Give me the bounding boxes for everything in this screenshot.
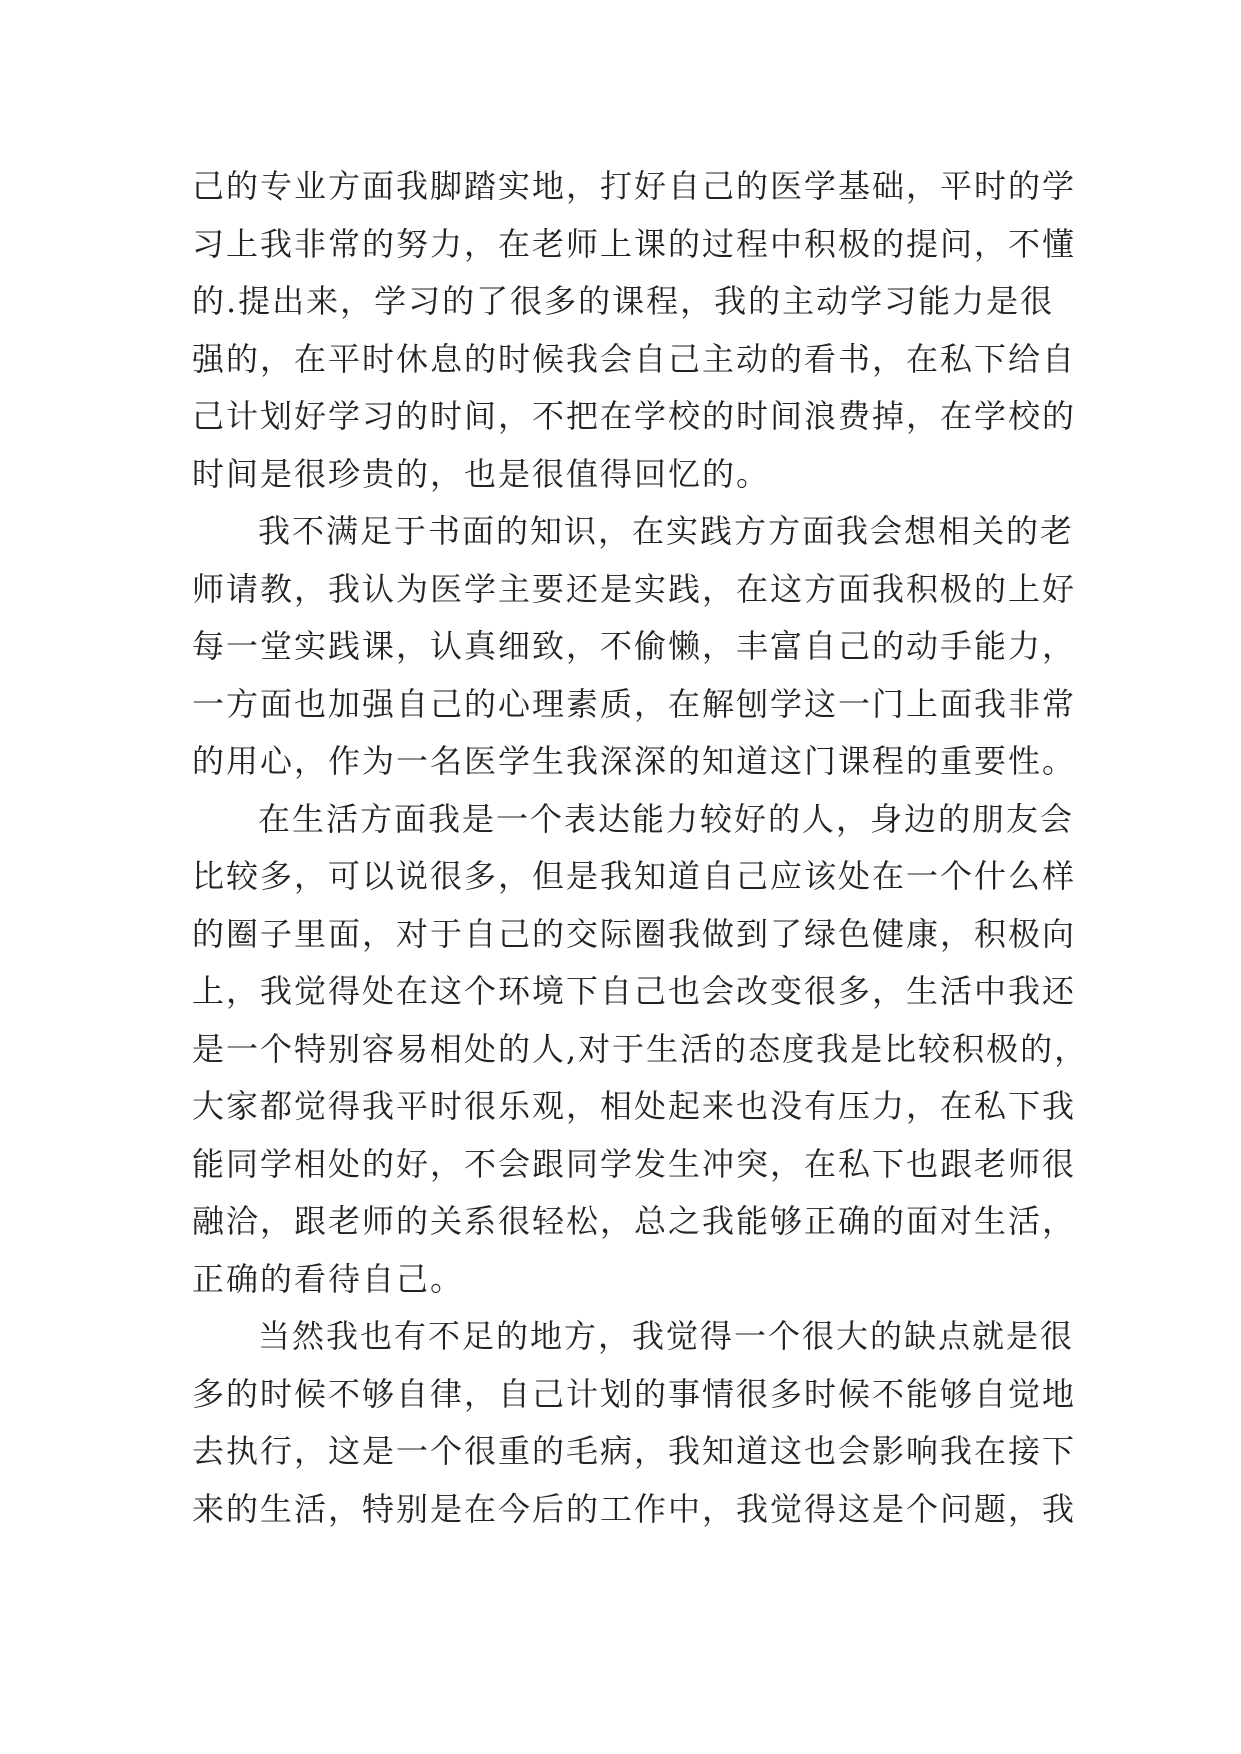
text-line: 的用心，作为一名医学生我深深的知道这门课程的重要性。	[192, 742, 1077, 780]
text-line: 正确的看待自己。	[192, 1259, 465, 1298]
text-line: 比较多，可以说很多，但是我知道自己应该处在一个什么样	[192, 857, 1077, 895]
text-line: 师请教，我认为医学主要还是实践，在这方面我积极的上好	[192, 569, 1077, 608]
text-line: 时间是很珍贵的，也是很值得回忆的。	[192, 454, 771, 493]
text-line: 强的，在平时休息的时候我会自己主动的看书，在私下给自	[192, 339, 1077, 378]
text-line: 上，我觉得处在这个环境下自己也会改变很多，生活中我还	[192, 972, 1077, 1010]
text-line: 的圈子里面，对于自己的交际圈我做到了绿色健康，积极向	[192, 914, 1077, 953]
paragraph-first-line: 当然我也有不足的地方，我觉得一个很大的缺点就是很	[258, 1317, 1075, 1355]
text-line: 己的专业方面我脚踏实地，打好自己的医学基础，平时的学	[192, 167, 1077, 205]
text-line: 是一个特别容易相处的人,对于生活的态度我是比较积极的，	[192, 1029, 1089, 1068]
text-line: 的.提出来，学习的了很多的课程，我的主动学习能力是很	[192, 282, 1055, 320]
text-line: 己计划好学习的时间，不把在学校的时间浪费掉，在学校的	[192, 397, 1077, 435]
text-line: 一方面也加强自己的心理素质，在解刨学这一门上面我非常	[192, 684, 1077, 723]
paragraph-first-line: 我不满足于书面的知识，在实践方方面我会想相关的老	[258, 512, 1075, 550]
text-line: 每一堂实践课，认真细致，不偷懒，丰富自己的动手能力，	[192, 627, 1077, 665]
text-line: 来的生活，特别是在今后的工作中，我觉得这是个问题，我	[192, 1489, 1077, 1528]
text-line: 多的时候不够自律，自己计划的事情很多时候不能够自觉地	[192, 1374, 1077, 1413]
text-line: 融洽，跟老师的关系很轻松，总之我能够正确的面对生活，	[192, 1202, 1077, 1240]
text-line: 能同学相处的好，不会跟同学发生冲突，在私下也跟老师很	[192, 1144, 1077, 1183]
paragraph-first-line: 在生活方面我是一个表达能力较好的人，身边的朋友会	[258, 799, 1075, 838]
text-line: 去执行，这是一个很重的毛病，我知道这也会影响我在接下	[192, 1432, 1077, 1470]
text-line: 大家都觉得我平时很乐观，相处起来也没有压力，在私下我	[192, 1087, 1077, 1125]
document-body	[192, 158, 1089, 1538]
text-line: 习上我非常的努力，在老师上课的过程中积极的提问，不懂	[192, 224, 1077, 263]
